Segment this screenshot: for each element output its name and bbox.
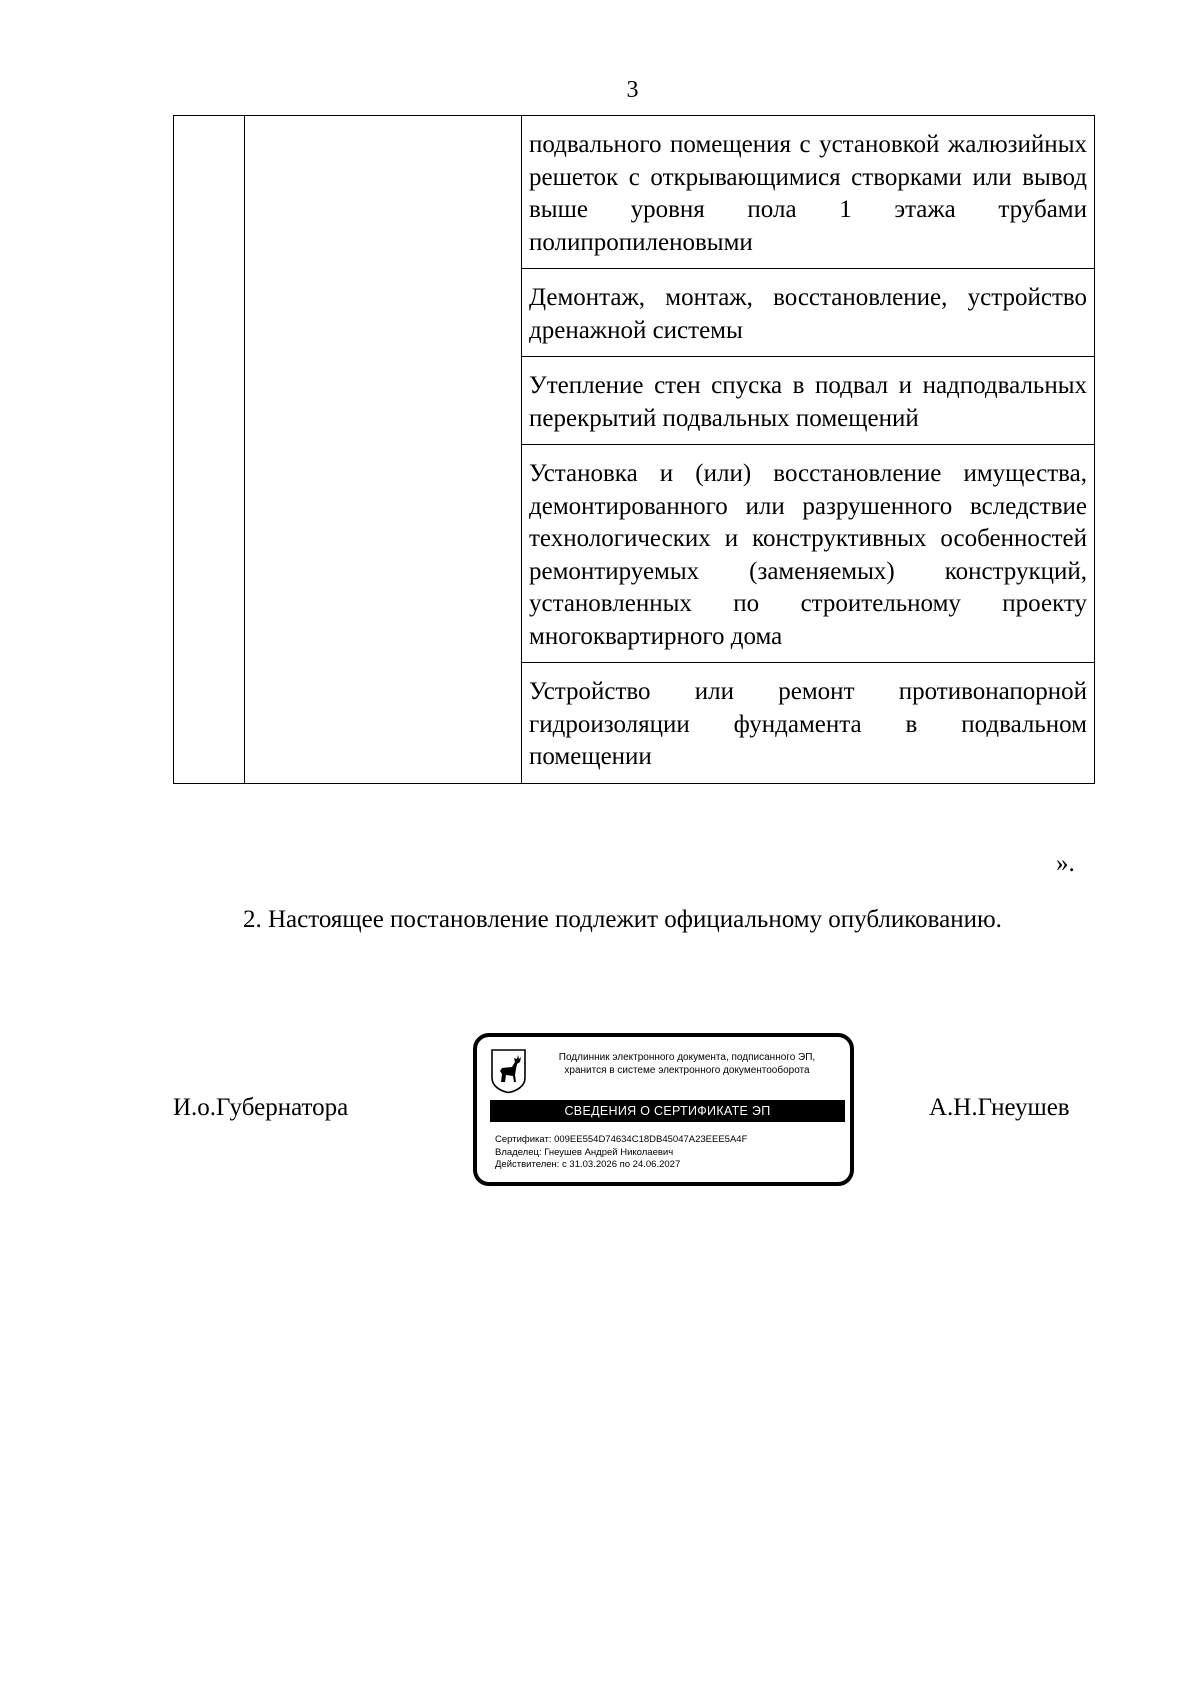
page-number: 3 [626,77,639,103]
stamp-details [495,1134,747,1172]
work-type-text: Установка и (или) восстановление имущества, демонтированного или разрушенного вследствие технологических и конструктивных особенностей ремонтируемых (заменяемых) конструкций, установленных по строительному проекту многоквартирного дома [529,460,1087,650]
works-table [173,115,1095,784]
stamp-note-line: хранится в системе электронного документооборота [564,1065,810,1076]
stamp-note-line: Подлинник электронного документа, подписанного ЭП, [558,1052,816,1063]
table-cell-number [174,116,245,784]
deer-emblem-icon [490,1048,527,1094]
table-cell-work-type [522,663,1095,784]
work-type-text: Демонтаж, монтаж, восстановление, устройство дренажной системы [529,284,1087,344]
signatory-position: И.о.Губернатора [173,1094,349,1121]
stamp-title: СВЕДЕНИЯ О СЕРТИФИКАТЕ ЭП [490,1100,845,1122]
work-type-text: Утепление стен спуска в подвал и надподвальных перекрытий подвальных помещений [529,372,1087,432]
table-cell-work-type [522,269,1095,357]
table-cell-element [245,116,522,784]
electronic-signature-stamp [473,1033,854,1186]
table-row [174,116,1095,269]
work-type-text: Устройство или ремонт противонапорной гидроизоляции фундамента в подвальном помещении [529,678,1087,770]
table-cell-work-type [522,445,1095,663]
stamp-note [537,1051,837,1077]
signatory-name: А.Н.Гнеушев [929,1094,1070,1121]
work-type-text: подвального помещения с установкой жалюзийных решеток с открывающимися створками или вывод выше уровня пола 1 этажа трубами полипропиленовыми [529,131,1087,256]
certificate-owner: Владелец: Гнеушев Андрей Николаевич [495,1146,674,1158]
table-cell-work-type [522,116,1095,269]
certificate-validity: Действителен: с 31.03.2026 по 24.06.2027 [495,1159,681,1170]
table-cell-work-type [522,357,1095,445]
clause-2-paragraph: 2. Настоящее постановление подлежит официальному опубликованию. [243,906,1002,933]
certificate-number: Сертификат: 009EE554D74634C18DB45047A23EEE5A4F [495,1134,748,1145]
closing-quote: ». [1056,850,1075,877]
